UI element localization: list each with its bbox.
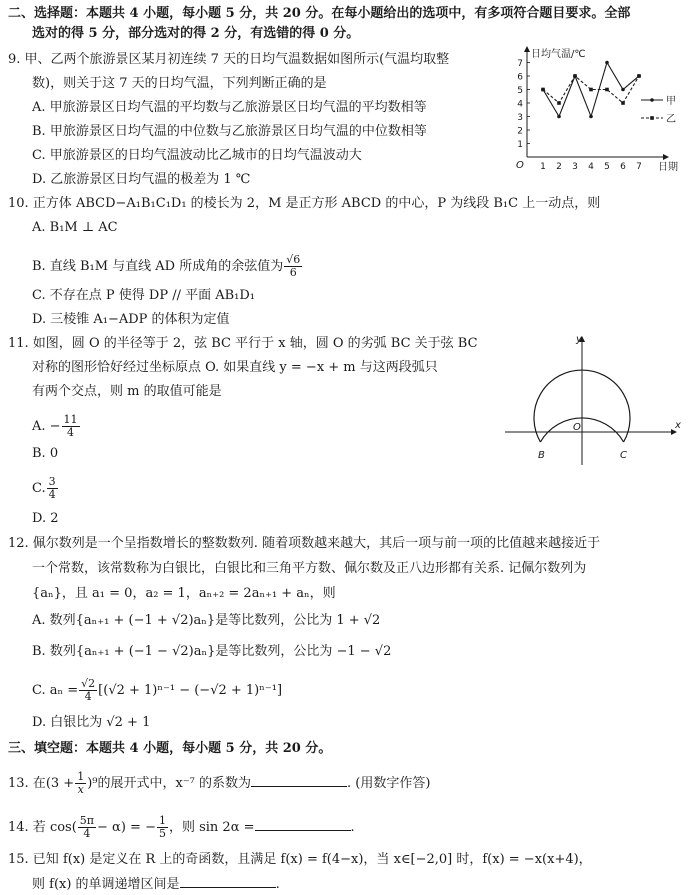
series-point-2 (621, 101, 625, 105)
section2-header-line2: 选对的得 5 分，部分选对的得 2 分，有选错的得 0 分。 (32, 26, 360, 41)
q12-option-c-expression: [(√2 + 1)ⁿ⁻¹ − (−√2 + 1)ⁿ⁻¹] (98, 683, 283, 698)
fraction-denominator: 4 (83, 827, 91, 840)
q11-stem-line3: 有两个交点，则 m 的取值可能是 (32, 384, 222, 399)
series-point-2 (605, 88, 609, 92)
q9-option-b: B. 甲旅游景区日均气温的中位数与乙旅游景区日均气温的中位数相等 (32, 124, 427, 139)
fraction-denominator: 4 (48, 488, 56, 501)
x-tick-label: 4 (588, 162, 594, 172)
q15-text-post: . (275, 877, 280, 892)
q11-stem-line2: 对称的图形恰好经过坐标原点 O. 如果直线 y = −x + m 与这两段弧只 (32, 360, 438, 375)
legend-label-2: 乙 (666, 114, 676, 125)
q15-stem-line2 (32, 874, 280, 894)
fraction-numerator: 1 (77, 770, 85, 783)
q14-text-post: . (350, 820, 355, 835)
q11-option-c-text: C. (32, 481, 46, 496)
x-tick-label: 5 (604, 162, 610, 172)
fig-origin-label: O (573, 422, 581, 433)
fraction-numerator: √2 (81, 677, 96, 690)
y-tick-label: 1 (517, 140, 523, 150)
q12-option-c (32, 678, 282, 703)
y-tick-label: 2 (517, 126, 523, 137)
q13-text-mid: 的展开式中，x⁻⁷ 的系数为 (97, 776, 252, 791)
section3-header: 三、填空题：本题共 4 小题，每小题 5 分，共 20 分。 (8, 741, 332, 756)
fraction-numerator: 1 (158, 814, 166, 827)
q11-option-c (32, 476, 59, 501)
fraction-numerator: √6 (286, 253, 301, 266)
q11-stem-line1: 11. 如图，圆 O 的半径等于 2，弦 BC 平行于 x 轴，圆 O 的劣弧 BC 关于弦 BC (8, 336, 478, 351)
q12-option-b: B. 数列{aₙ₊₁ + (−1 − √2)aₙ}是等比数列，公比为 −1 − √2 (32, 644, 392, 659)
series-point-2 (557, 101, 561, 105)
q10-option-b (32, 254, 303, 279)
q10-option-b-text: B. 直线 B₁M 与直线 AD 所成角的余弦值为 (32, 259, 284, 274)
q12-option-a: A. 数列{aₙ₊₁ + (−1 + √2)aₙ}是等比数列，公比为 1 + √2 (32, 613, 381, 628)
y-tick-label: 4 (517, 99, 523, 110)
q14-text-mid: − α) = − (97, 820, 156, 835)
fig-point-c-label: C (620, 450, 627, 461)
series-point-1 (589, 115, 593, 119)
chart-x-ticks (540, 162, 642, 172)
q14-text-mid2: ，则 sin 2α = (168, 820, 255, 835)
q15-text: 则 f(x) 的单调递增区间是 (32, 877, 180, 892)
chart-series (541, 61, 641, 119)
q11-option-c-fraction (47, 476, 58, 501)
q10-option-d: D. 三棱锥 A₁−ADP 的体积为定值 (32, 312, 230, 327)
fraction-denominator: 6 (289, 266, 297, 279)
x-tick-label: 3 (572, 162, 578, 172)
fraction-numerator: 5π (79, 814, 95, 827)
series-point-2 (573, 74, 577, 78)
q12-stem-line2: 一个常数，该常数称为白银比，白银比和三角平方数、佩尔数及正八边形都有关系. 记佩尔数列为 (32, 561, 587, 576)
chart-y-label: 日均气温/℃ (531, 49, 586, 60)
chart-x-axis-arrow (663, 154, 669, 160)
q11-option-d: D. 2 (32, 511, 59, 526)
q13-text-pre: 13. 在 (8, 776, 46, 791)
fraction-denominator: 5 (158, 827, 166, 840)
q9-option-d: D. 乙旅游景区日均气温的极差为 1 ℃ (32, 172, 251, 187)
x-tick-label: 1 (540, 162, 546, 172)
q13-expr-post: )⁹ (87, 776, 98, 791)
q10-option-b-fraction (284, 254, 302, 279)
q13-stem (8, 771, 430, 796)
q13-text-post: . (用数字作答) (347, 776, 431, 791)
legend-marker-1 (650, 98, 654, 102)
fraction-denominator: 4 (84, 690, 92, 703)
series-point-2 (637, 74, 641, 78)
q12-stem-line1: 12. 佩尔数列是一个呈指数增长的整数数列. 随着项数越来越大，其后一项与前一项的比值越来越接近于 (8, 536, 601, 551)
fraction-denominator: 4 (67, 426, 75, 439)
legend-marker-2 (650, 116, 654, 120)
q14-text-pre: 14. 若 cos( (8, 820, 77, 835)
q11-option-a (32, 414, 81, 439)
q9-option-a: A. 甲旅游景区日均气温的平均数与乙旅游景区日均气温的平均数相等 (32, 100, 427, 115)
q11-option-a-fraction (62, 414, 80, 439)
q15-answer-blank[interactable] (180, 874, 276, 888)
fraction-denominator: x (77, 783, 84, 796)
x-tick-label: 6 (620, 162, 626, 172)
q13-fraction (75, 771, 86, 796)
q10-option-c: C. 不存在点 P 使得 DP // 平面 AB₁D₁ (32, 288, 256, 303)
q11-option-b: B. 0 (32, 446, 59, 461)
q9-stem-line1: 9. 甲、乙两个旅游景区某月初连续 7 天的日均气温数据如图所示(气温均取整 (8, 52, 450, 67)
q13-answer-blank[interactable] (251, 773, 347, 787)
fraction-numerator: 3 (48, 475, 56, 488)
q14-stem (8, 815, 355, 840)
series-point-2 (541, 88, 545, 92)
q9-option-c: C. 甲旅游景区的日均气温波动比乙城市的日均气温波动大 (32, 148, 362, 163)
q11-circle-figure (497, 330, 687, 470)
y-tick-label: 5 (517, 86, 523, 96)
y-tick-label: 3 (517, 113, 523, 123)
chart-x-label: 日期 (658, 162, 678, 173)
series-point-1 (621, 88, 625, 92)
y-tick-label: 7 (517, 59, 523, 69)
y-tick-label: 6 (517, 72, 523, 83)
q12-option-c-text: C. aₙ = (32, 683, 79, 698)
chart-origin-label: O (516, 160, 524, 171)
q13-expr-pre: (3 + (45, 776, 75, 791)
q12-option-d: D. 白银比为 √2 + 1 (32, 715, 151, 730)
q10-stem: 10. 正方体 ABCD−A₁B₁C₁D₁ 的棱长为 2，M 是正方形 ABCD 的中心，P 为线段 B₁C 上一动点，则 (8, 196, 601, 211)
q11-option-a-text: A. − (32, 419, 61, 434)
q12-stem-line3: {aₙ}，且 a₁ = 0，a₂ = 1，aₙ₊₂ = 2aₙ₊₁ + aₙ，则 (32, 586, 336, 601)
fraction-numerator: 11 (63, 413, 78, 426)
q9-temperature-chart (505, 42, 687, 176)
fig-x-label: x (675, 420, 681, 431)
chart-y-ticks (517, 59, 530, 150)
q10-option-a: A. B₁M ⊥ AC (32, 220, 118, 235)
section2-header-line1: 二、选择题：本题共 4 小题，每小题 5 分，共 20 分。在每小题给出的选项中，有多项符合题目要求。全部 (8, 6, 631, 21)
series-point-2 (589, 88, 593, 92)
chart-legend (641, 95, 676, 125)
fig-y-label: y (576, 334, 582, 345)
fig-point-b-label: B (538, 450, 545, 461)
q12-option-c-fraction (79, 678, 97, 703)
q15-stem-line1: 15. 已知 f(x) 是定义在 R 上的奇函数，且满足 f(x) = f(4−x)，当 x∈[−2,0] 时，f(x) = −x(x+4)， (8, 852, 592, 867)
chart-y-axis-arrow (524, 46, 530, 52)
series-point-1 (605, 61, 609, 65)
q14-fraction-2 (157, 815, 168, 840)
legend-label-1: 甲 (666, 96, 676, 107)
series-point-1 (557, 115, 561, 119)
q9-stem-line2: 数)，则关于这 7 天的日均气温，下列判断正确的是 (32, 76, 327, 91)
q14-answer-blank[interactable] (255, 817, 351, 831)
q14-fraction-1 (78, 815, 96, 840)
x-tick-label: 2 (556, 162, 562, 172)
x-tick-label: 7 (636, 162, 642, 172)
